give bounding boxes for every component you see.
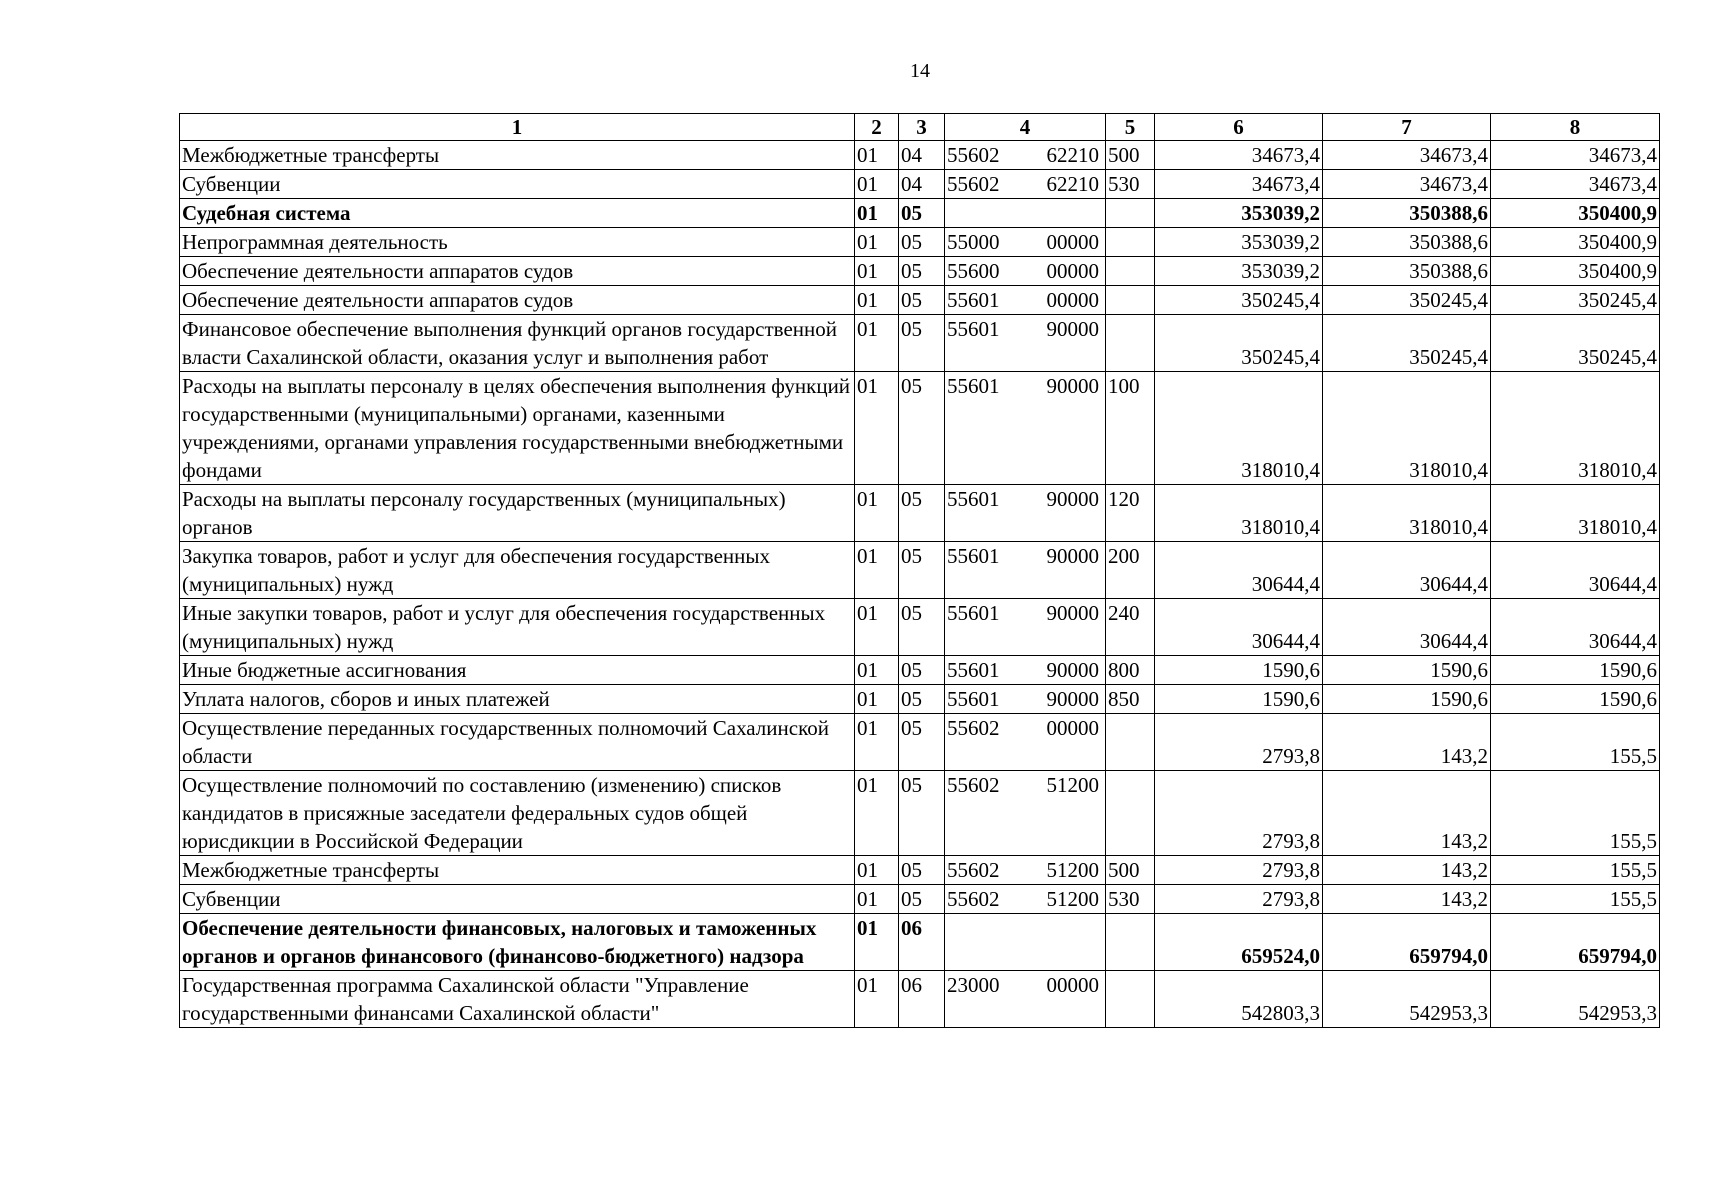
row-code-5-cell: 500 xyxy=(1106,856,1155,885)
row-code-4b-cell: 90000 xyxy=(1028,315,1106,372)
row-amount-6-cell: 30644,4 xyxy=(1155,599,1323,656)
row-code-4a-cell: 55602 xyxy=(945,141,1028,170)
row-name-cell: Финансовое обеспечение выполнения функций органов государственной власти Сахалинской области, оказания услуг и выполнения работ xyxy=(180,315,855,372)
header-col-5: 5 xyxy=(1106,114,1155,141)
row-code-4a-cell xyxy=(945,914,1028,971)
row-code-5-cell xyxy=(1106,914,1155,971)
row-name-cell: Непрограммная деятельность xyxy=(180,228,855,257)
row-name-cell: Государственная программа Сахалинской области "Управление государственными финансами Сахалинской области" xyxy=(180,971,855,1028)
row-code-4b-cell: 00000 xyxy=(1028,714,1106,771)
row-amount-7-cell: 350388,6 xyxy=(1323,199,1491,228)
row-code-5-cell: 530 xyxy=(1106,170,1155,199)
row-code-4a-cell: 55602 xyxy=(945,170,1028,199)
row-amount-6-cell: 318010,4 xyxy=(1155,485,1323,542)
row-amount-7-cell: 34673,4 xyxy=(1323,141,1491,170)
row-code-5-cell xyxy=(1106,286,1155,315)
table-row xyxy=(180,286,1660,315)
row-code-2-cell: 01 xyxy=(855,599,899,656)
row-code-2-cell: 01 xyxy=(855,656,899,685)
row-code-4b-cell: 51200 xyxy=(1028,885,1106,914)
row-amount-6-cell: 34673,4 xyxy=(1155,170,1323,199)
row-code-4b-cell: 62210 xyxy=(1028,170,1106,199)
row-amount-6-cell: 542803,3 xyxy=(1155,971,1323,1028)
row-code-5-cell xyxy=(1106,771,1155,856)
row-amount-6-cell: 30644,4 xyxy=(1155,542,1323,599)
row-code-2-cell: 01 xyxy=(855,257,899,286)
row-code-4a-cell: 55601 xyxy=(945,485,1028,542)
row-code-4b-cell: 62210 xyxy=(1028,141,1106,170)
row-amount-6-cell: 659524,0 xyxy=(1155,914,1323,971)
table-row xyxy=(180,141,1660,170)
table-row xyxy=(180,856,1660,885)
row-code-5-cell: 200 xyxy=(1106,542,1155,599)
table-row xyxy=(180,771,1660,856)
row-amount-6-cell: 1590,6 xyxy=(1155,656,1323,685)
row-code-3-cell: 06 xyxy=(899,914,945,971)
row-code-4b-cell: 90000 xyxy=(1028,542,1106,599)
row-code-2-cell: 01 xyxy=(855,542,899,599)
row-code-3-cell: 05 xyxy=(899,714,945,771)
row-code-2-cell: 01 xyxy=(855,971,899,1028)
header-col-7: 7 xyxy=(1323,114,1491,141)
row-amount-8-cell: 155,5 xyxy=(1491,885,1660,914)
row-amount-6-cell: 2793,8 xyxy=(1155,771,1323,856)
row-amount-7-cell: 143,2 xyxy=(1323,771,1491,856)
row-code-4b-cell: 90000 xyxy=(1028,599,1106,656)
row-amount-7-cell: 318010,4 xyxy=(1323,372,1491,485)
row-name-cell: Иные закупки товаров, работ и услуг для обеспечения государственных (муниципальных) нужд xyxy=(180,599,855,656)
row-name-cell: Иные бюджетные ассигнования xyxy=(180,656,855,685)
row-code-4b-cell xyxy=(1028,914,1106,971)
row-code-4b-cell: 00000 xyxy=(1028,257,1106,286)
row-amount-7-cell: 1590,6 xyxy=(1323,656,1491,685)
row-code-2-cell: 01 xyxy=(855,485,899,542)
row-amount-8-cell: 155,5 xyxy=(1491,714,1660,771)
row-code-4a-cell: 55601 xyxy=(945,286,1028,315)
row-code-4a-cell: 55601 xyxy=(945,372,1028,485)
row-code-5-cell: 850 xyxy=(1106,685,1155,714)
row-code-4a-cell: 55000 xyxy=(945,228,1028,257)
row-amount-7-cell: 350245,4 xyxy=(1323,286,1491,315)
row-name-cell: Субвенции xyxy=(180,170,855,199)
row-code-5-cell: 120 xyxy=(1106,485,1155,542)
row-amount-8-cell: 1590,6 xyxy=(1491,656,1660,685)
row-code-4a-cell: 55602 xyxy=(945,714,1028,771)
row-code-2-cell: 01 xyxy=(855,141,899,170)
row-code-5-cell xyxy=(1106,199,1155,228)
row-amount-6-cell: 353039,2 xyxy=(1155,257,1323,286)
row-amount-6-cell: 1590,6 xyxy=(1155,685,1323,714)
row-code-5-cell: 100 xyxy=(1106,372,1155,485)
row-code-3-cell: 04 xyxy=(899,170,945,199)
header-col-1: 1 xyxy=(180,114,855,141)
row-name-cell: Судебная система xyxy=(180,199,855,228)
row-name-cell: Обеспечение деятельности финансовых, налоговых и таможенных органов и органов финансового (финансово-бюджетного) надзора xyxy=(180,914,855,971)
row-code-4a-cell: 55601 xyxy=(945,315,1028,372)
row-amount-7-cell: 350245,4 xyxy=(1323,315,1491,372)
table-row xyxy=(180,170,1660,199)
row-amount-8-cell: 1590,6 xyxy=(1491,685,1660,714)
table-body xyxy=(180,141,1660,1028)
page-number: 14 xyxy=(910,60,930,82)
row-code-4a-cell: 55601 xyxy=(945,542,1028,599)
row-amount-7-cell: 318010,4 xyxy=(1323,485,1491,542)
row-name-cell: Осуществление переданных государственных полномочий Сахалинской области xyxy=(180,714,855,771)
row-code-5-cell: 800 xyxy=(1106,656,1155,685)
row-amount-6-cell: 2793,8 xyxy=(1155,885,1323,914)
row-code-4b-cell: 90000 xyxy=(1028,685,1106,714)
row-code-3-cell: 05 xyxy=(899,685,945,714)
row-code-2-cell: 01 xyxy=(855,771,899,856)
row-code-5-cell xyxy=(1106,228,1155,257)
row-amount-8-cell: 659794,0 xyxy=(1491,914,1660,971)
row-code-5-cell: 500 xyxy=(1106,141,1155,170)
row-code-2-cell: 01 xyxy=(855,286,899,315)
row-amount-7-cell: 30644,4 xyxy=(1323,542,1491,599)
row-amount-6-cell: 353039,2 xyxy=(1155,228,1323,257)
row-code-2-cell: 01 xyxy=(855,372,899,485)
table-row xyxy=(180,885,1660,914)
row-amount-8-cell: 30644,4 xyxy=(1491,542,1660,599)
table-row xyxy=(180,228,1660,257)
row-code-3-cell: 05 xyxy=(899,485,945,542)
row-code-4a-cell: 55602 xyxy=(945,771,1028,856)
row-code-3-cell: 05 xyxy=(899,885,945,914)
row-code-4b-cell xyxy=(1028,199,1106,228)
row-amount-6-cell: 318010,4 xyxy=(1155,372,1323,485)
row-amount-7-cell: 143,2 xyxy=(1323,856,1491,885)
row-code-5-cell xyxy=(1106,315,1155,372)
row-name-cell: Осуществление полномочий по составлению (изменению) списков кандидатов в присяжные заседатели федеральных судов общей юрисдикции в Российской Федерации xyxy=(180,771,855,856)
row-code-2-cell: 01 xyxy=(855,315,899,372)
row-amount-7-cell: 30644,4 xyxy=(1323,599,1491,656)
row-amount-7-cell: 659794,0 xyxy=(1323,914,1491,971)
row-code-2-cell: 01 xyxy=(855,856,899,885)
table-row xyxy=(180,315,1660,372)
row-name-cell: Субвенции xyxy=(180,885,855,914)
header-col-8: 8 xyxy=(1491,114,1660,141)
row-code-4a-cell: 55601 xyxy=(945,656,1028,685)
row-amount-6-cell: 350245,4 xyxy=(1155,315,1323,372)
row-code-4b-cell: 51200 xyxy=(1028,856,1106,885)
row-amount-7-cell: 143,2 xyxy=(1323,714,1491,771)
row-code-3-cell: 05 xyxy=(899,199,945,228)
header-col-3: 3 xyxy=(899,114,945,141)
row-code-3-cell: 05 xyxy=(899,542,945,599)
table-row xyxy=(180,599,1660,656)
row-amount-8-cell: 350400,9 xyxy=(1491,199,1660,228)
row-code-4b-cell: 00000 xyxy=(1028,971,1106,1028)
row-name-cell: Обеспечение деятельности аппаратов судов xyxy=(180,257,855,286)
row-amount-8-cell: 30644,4 xyxy=(1491,599,1660,656)
row-amount-7-cell: 34673,4 xyxy=(1323,170,1491,199)
header-col-6: 6 xyxy=(1155,114,1323,141)
row-amount-7-cell: 542953,3 xyxy=(1323,971,1491,1028)
row-code-5-cell xyxy=(1106,971,1155,1028)
row-code-3-cell: 05 xyxy=(899,771,945,856)
row-code-3-cell: 05 xyxy=(899,372,945,485)
row-code-4b-cell: 90000 xyxy=(1028,485,1106,542)
row-code-4a-cell: 55602 xyxy=(945,885,1028,914)
row-code-5-cell: 530 xyxy=(1106,885,1155,914)
row-name-cell: Обеспечение деятельности аппаратов судов xyxy=(180,286,855,315)
row-code-2-cell: 01 xyxy=(855,170,899,199)
row-name-cell: Закупка товаров, работ и услуг для обеспечения государственных (муниципальных) нужд xyxy=(180,542,855,599)
row-code-2-cell: 01 xyxy=(855,885,899,914)
row-amount-6-cell: 2793,8 xyxy=(1155,856,1323,885)
row-code-3-cell: 05 xyxy=(899,286,945,315)
row-amount-8-cell: 350245,4 xyxy=(1491,315,1660,372)
table-row xyxy=(180,257,1660,286)
row-code-4a-cell: 55601 xyxy=(945,599,1028,656)
row-code-4b-cell: 00000 xyxy=(1028,286,1106,315)
row-code-2-cell: 01 xyxy=(855,685,899,714)
row-code-4b-cell: 90000 xyxy=(1028,372,1106,485)
row-code-2-cell: 01 xyxy=(855,714,899,771)
row-amount-8-cell: 350245,4 xyxy=(1491,286,1660,315)
row-code-4b-cell: 90000 xyxy=(1028,656,1106,685)
row-code-5-cell xyxy=(1106,257,1155,286)
row-amount-8-cell: 34673,4 xyxy=(1491,141,1660,170)
row-code-3-cell: 05 xyxy=(899,315,945,372)
row-amount-7-cell: 143,2 xyxy=(1323,885,1491,914)
row-code-3-cell: 05 xyxy=(899,599,945,656)
row-amount-8-cell: 542953,3 xyxy=(1491,971,1660,1028)
table-row xyxy=(180,685,1660,714)
row-amount-8-cell: 155,5 xyxy=(1491,856,1660,885)
table-row xyxy=(180,199,1660,228)
row-code-4b-cell: 00000 xyxy=(1028,228,1106,257)
table-row xyxy=(180,656,1660,685)
row-amount-8-cell: 318010,4 xyxy=(1491,372,1660,485)
table-row xyxy=(180,372,1660,485)
row-name-cell: Межбюджетные трансферты xyxy=(180,141,855,170)
table-row xyxy=(180,714,1660,771)
row-code-3-cell: 05 xyxy=(899,257,945,286)
table-row xyxy=(180,542,1660,599)
row-amount-6-cell: 353039,2 xyxy=(1155,199,1323,228)
row-code-4a-cell: 55601 xyxy=(945,685,1028,714)
row-code-3-cell: 06 xyxy=(899,971,945,1028)
row-amount-8-cell: 318010,4 xyxy=(1491,485,1660,542)
row-code-3-cell: 04 xyxy=(899,141,945,170)
table-row xyxy=(180,971,1660,1028)
budget-table xyxy=(179,113,1660,1028)
row-amount-7-cell: 1590,6 xyxy=(1323,685,1491,714)
row-name-cell: Расходы на выплаты персоналу в целях обеспечения выполнения функций государственными (муниципальными) органами, казенными учреждениями, органами управления государственными внебюджетными фондами xyxy=(180,372,855,485)
row-code-4a-cell xyxy=(945,199,1028,228)
row-code-5-cell: 240 xyxy=(1106,599,1155,656)
row-code-3-cell: 05 xyxy=(899,856,945,885)
header-col-4: 4 xyxy=(945,114,1106,141)
row-amount-6-cell: 2793,8 xyxy=(1155,714,1323,771)
row-name-cell: Расходы на выплаты персоналу государственных (муниципальных) органов xyxy=(180,485,855,542)
row-amount-8-cell: 155,5 xyxy=(1491,771,1660,856)
row-name-cell: Уплата налогов, сборов и иных платежей xyxy=(180,685,855,714)
row-amount-6-cell: 350245,4 xyxy=(1155,286,1323,315)
header-row xyxy=(180,114,1660,141)
row-code-4b-cell: 51200 xyxy=(1028,771,1106,856)
row-code-4a-cell: 23000 xyxy=(945,971,1028,1028)
table-row xyxy=(180,914,1660,971)
budget-table-container xyxy=(179,113,1659,1028)
table-row xyxy=(180,485,1660,542)
row-code-4a-cell: 55600 xyxy=(945,257,1028,286)
row-code-2-cell: 01 xyxy=(855,199,899,228)
row-code-3-cell: 05 xyxy=(899,228,945,257)
row-code-3-cell: 05 xyxy=(899,656,945,685)
row-code-2-cell: 01 xyxy=(855,228,899,257)
row-amount-6-cell: 34673,4 xyxy=(1155,141,1323,170)
row-code-5-cell xyxy=(1106,714,1155,771)
row-amount-8-cell: 34673,4 xyxy=(1491,170,1660,199)
row-name-cell: Межбюджетные трансферты xyxy=(180,856,855,885)
header-col-2: 2 xyxy=(855,114,899,141)
row-code-4a-cell: 55602 xyxy=(945,856,1028,885)
row-amount-8-cell: 350400,9 xyxy=(1491,257,1660,286)
row-code-2-cell: 01 xyxy=(855,914,899,971)
row-amount-7-cell: 350388,6 xyxy=(1323,257,1491,286)
row-amount-7-cell: 350388,6 xyxy=(1323,228,1491,257)
row-amount-8-cell: 350400,9 xyxy=(1491,228,1660,257)
